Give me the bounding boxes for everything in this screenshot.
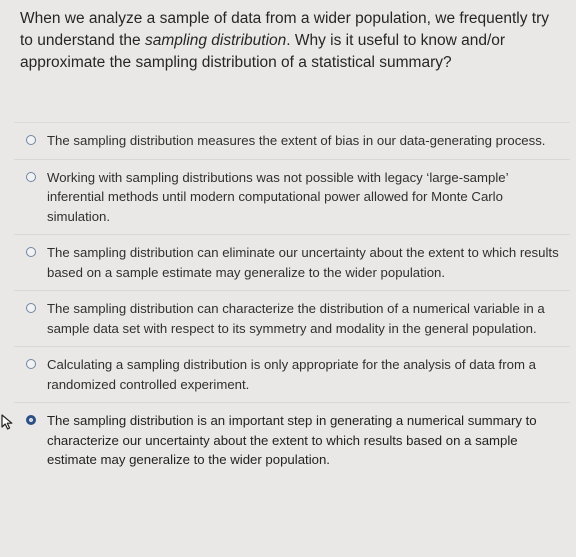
answer-option-5[interactable] bbox=[14, 346, 570, 402]
radio-button-2[interactable] bbox=[26, 172, 36, 182]
question-text-part-1: When we analyze a sample of data from a wider population, we frequently try to understand the bbox=[20, 10, 549, 49]
answer-option-3[interactable] bbox=[14, 234, 570, 290]
radio-button-6-selected[interactable] bbox=[26, 415, 36, 425]
answer-option-1-label: The sampling distribution measures the extent of bias in our data-generating process. bbox=[47, 133, 546, 148]
answer-option-6[interactable] bbox=[14, 402, 570, 478]
answer-option-5-label: Calculating a sampling distribution is only appropriate for the analysis of data from a randomized controlled experiment. bbox=[47, 357, 536, 392]
answer-option-2-label: Working with sampling distributions was not possible with legacy ‘large-sample’ inferential methods until modern computational power allowed for Monte Carlo simulation. bbox=[47, 169, 509, 224]
answer-choices bbox=[14, 122, 570, 478]
answer-option-4-label: The sampling distribution can characterize the distribution of a numerical variable in a sample data set with respect to its symmetry and modality in the general population. bbox=[47, 301, 545, 336]
radio-button-4[interactable] bbox=[26, 303, 36, 313]
question-text bbox=[20, 8, 565, 74]
answer-option-4[interactable] bbox=[14, 290, 570, 346]
answer-option-2[interactable] bbox=[14, 159, 570, 235]
radio-button-5[interactable] bbox=[26, 359, 36, 369]
question-emphasis: sampling distribution bbox=[144, 32, 287, 49]
answer-option-3-label: The sampling distribution can eliminate our uncertainty about the extent to which results based on a sample estimate may generalize to the wider population. bbox=[47, 245, 559, 280]
radio-button-3[interactable] bbox=[26, 247, 36, 257]
answer-option-1[interactable] bbox=[14, 122, 570, 159]
radio-button-1[interactable] bbox=[26, 135, 36, 145]
answer-option-6-label: The sampling distribution is an important step in generating a numerical summary to characterize our uncertainty about the extent to which results based on a sample estimate may generalize to the wider population. bbox=[47, 413, 537, 467]
question-text-part-2: . Why is it useful to know and/or approximate the sampling distribution of a statistical summary? bbox=[20, 32, 506, 71]
mouse-pointer-icon bbox=[1, 414, 15, 430]
